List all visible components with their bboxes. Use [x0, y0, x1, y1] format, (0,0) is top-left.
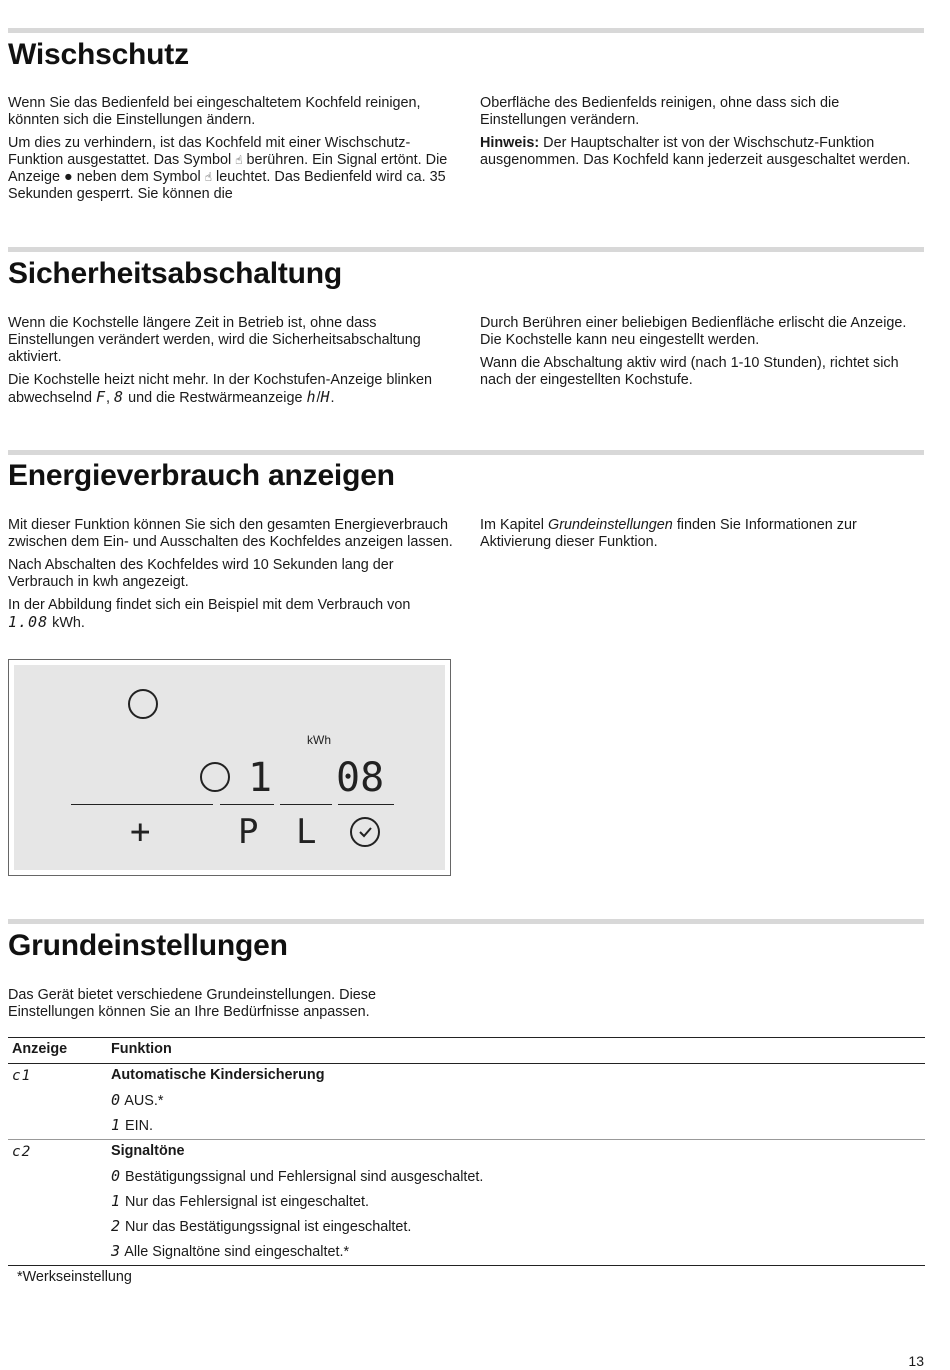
paragraph: [480, 517, 926, 551]
segment-value: 1.08: [8, 613, 49, 631]
hint-text: Der Hauptschalter ist von der Wischschutz-Funktion ausgenommen. Das Kochfeld kann jederzeit ausgeschaltet werden.: [480, 135, 911, 168]
hint-label: Hinweis:: [480, 135, 540, 151]
table-option: [111, 1218, 411, 1236]
option-text: Nur das Bestätigungssignal ist eingeschaltet.: [125, 1219, 412, 1235]
energie-left-column: [8, 517, 454, 638]
option-text: Nur das Fehlersignal ist eingeschaltet.: [125, 1194, 369, 1210]
section-title-energie: Energieverbrauch anzeigen: [8, 459, 395, 492]
text: In der Abbildung findet sich ein Beispiel mit dem Verbrauch von: [8, 597, 411, 613]
dot-indicator-icon: ●: [64, 169, 73, 185]
wipe-hand-icon: ☝: [204, 170, 213, 184]
clock-hands: [352, 819, 378, 845]
option-value: 3: [111, 1242, 122, 1260]
table-row-heading: Signaltöne: [111, 1143, 185, 1159]
divider-line: [338, 804, 394, 805]
segment-H: H: [320, 388, 331, 406]
section-title-wischschutz: Wischschutz: [8, 38, 189, 71]
text: leuchtet. Das Bedienfeld wird ca. 35 Sekunden gesperrt. Sie können die: [8, 169, 446, 202]
table-option: [111, 1168, 483, 1186]
l-icon: L: [296, 812, 317, 852]
display-digit-left: 1: [248, 755, 273, 801]
section-rule: [8, 919, 924, 924]
option-value: 1: [111, 1116, 122, 1134]
section-rule: [8, 247, 924, 252]
section-title-grund: Grundeinstellungen: [8, 929, 288, 962]
option-text: AUS.*: [124, 1093, 164, 1109]
kwh-label: kWh: [307, 733, 331, 747]
text: finden Sie Informationen zur Aktivierung dieser Funktion.: [480, 517, 857, 550]
sicherheit-right-column: [480, 315, 926, 395]
wischschutz-left-column: [8, 95, 454, 209]
text: berühren. Ein Signal ertönt. Die Anzeige: [8, 152, 448, 185]
table-row-line: [8, 1139, 925, 1140]
table-header-anzeige: Anzeige: [12, 1041, 68, 1057]
table-option: [111, 1092, 163, 1110]
paragraph: Die Kochstelle heizt nicht mehr. In der Kochstufen-Anzeige blinken abwechselnd F, 8 und die Restwärmeanzeige h/H.: [8, 372, 432, 406]
paragraph: Oberfläche des Bedienfelds reinigen, ohne dass sich die Einstellungen verändern.: [480, 95, 840, 128]
section-title-sicherheit: Sicherheitsabschaltung: [8, 257, 343, 290]
option-text: Alle Signaltöne sind eingeschaltet.*: [124, 1244, 350, 1260]
option-value: 0: [111, 1167, 122, 1185]
text: Um dies zu verhindern, ist das Kochfeld mit einer Wischschutz-Funktion ausgestattet. Das Symbol: [8, 135, 411, 168]
timer-clock-icon: [350, 817, 380, 847]
page-number: 13: [908, 1353, 924, 1369]
text: und die Restwärmeanzeige: [128, 390, 303, 406]
text: Die Kochstelle heizt nicht mehr. In der Kochstufen-Anzeige blinken abwechselnd: [8, 372, 432, 406]
wipe-hand-icon: ☝: [235, 153, 243, 167]
wischschutz-right-column: [480, 95, 926, 175]
option-value: 1: [111, 1192, 122, 1210]
option-text: Bestätigungssignal und Fehlersignal sind ausgeschaltet.: [125, 1169, 484, 1185]
table-row-heading: Automatische Kindersicherung: [111, 1067, 325, 1083]
paragraph: Nach Abschalten des Kochfeldes wird 10 Sekunden lang der Verbrauch in kwh angezeigt.: [8, 557, 394, 590]
divider-line: [220, 804, 274, 805]
grund-intro: [8, 987, 454, 1027]
p-icon: P: [238, 812, 259, 852]
paragraph: Das Gerät bietet verschiedene Grundeinstellungen. Diese Einstellungen können Sie an Ihre Bedürfnisse anpassen.: [8, 987, 376, 1020]
segment-h: h: [306, 388, 317, 406]
paragraph: Wann die Abschaltung aktiv wird (nach 1-10 Stunden), richtet sich nach der eingestellten Kochstufe.: [480, 355, 899, 388]
paragraph: [480, 135, 926, 169]
zone-circle-icon: [200, 762, 230, 792]
plus-icon: +: [130, 812, 151, 852]
section-rule: [8, 450, 924, 455]
divider-line: [71, 804, 213, 805]
main-switch-circle-icon: [128, 689, 158, 719]
table-header-line: [8, 1063, 925, 1064]
table-footnote: *Werkseinstellung: [17, 1269, 132, 1285]
paragraph: Mit dieser Funktion können Sie sich den gesamten Energieverbrauch zwischen dem Ein- und Ausschalten des Kochfeldes anzeigen lassen.: [8, 517, 453, 550]
display-digit-right: 08: [336, 755, 385, 801]
emphasis: Grundeinstellungen: [548, 517, 673, 533]
energie-right-column: [480, 517, 926, 557]
text: Im Kapitel: [480, 517, 544, 533]
divider-line: [280, 804, 332, 805]
text: kWh.: [52, 615, 85, 631]
option-text: EIN.: [125, 1118, 154, 1134]
text: neben dem Symbol: [76, 169, 201, 185]
table-bottom-line: [8, 1265, 925, 1266]
table-option: [111, 1193, 369, 1211]
control-panel-surface: [14, 665, 445, 870]
paragraph: Wenn die Kochstelle längere Zeit in Betrieb ist, ohne dass Einstellungen verändert werden, wird die Sicherheitsabschaltung aktiviert.: [8, 315, 421, 365]
paragraph: Wenn Sie das Bedienfeld bei eingeschaltetem Kochfeld reinigen, könnten sich die Einstellungen ändern.: [8, 95, 421, 128]
paragraph: Durch Berühren einer beliebigen Bedienfläche erlischt die Anzeige. Die Kochstelle kann neu eingestellt werden.: [480, 315, 907, 348]
table-code-c1: c1: [12, 1068, 32, 1084]
table-option: [111, 1243, 349, 1261]
sicherheit-left-column: [8, 315, 454, 413]
table-option: [111, 1117, 153, 1135]
table-code-c2: c2: [12, 1144, 32, 1160]
paragraph: [8, 597, 454, 632]
table-header-funktion: Funktion: [111, 1041, 172, 1057]
option-value: 0: [111, 1091, 122, 1109]
option-value: 2: [111, 1217, 122, 1235]
control-panel-illustration: [8, 659, 451, 876]
segment-8: 8: [114, 388, 125, 406]
table-top-line: [8, 1037, 925, 1038]
paragraph: [8, 135, 454, 203]
section-rule: [8, 28, 924, 33]
segment-f: F: [96, 388, 107, 406]
